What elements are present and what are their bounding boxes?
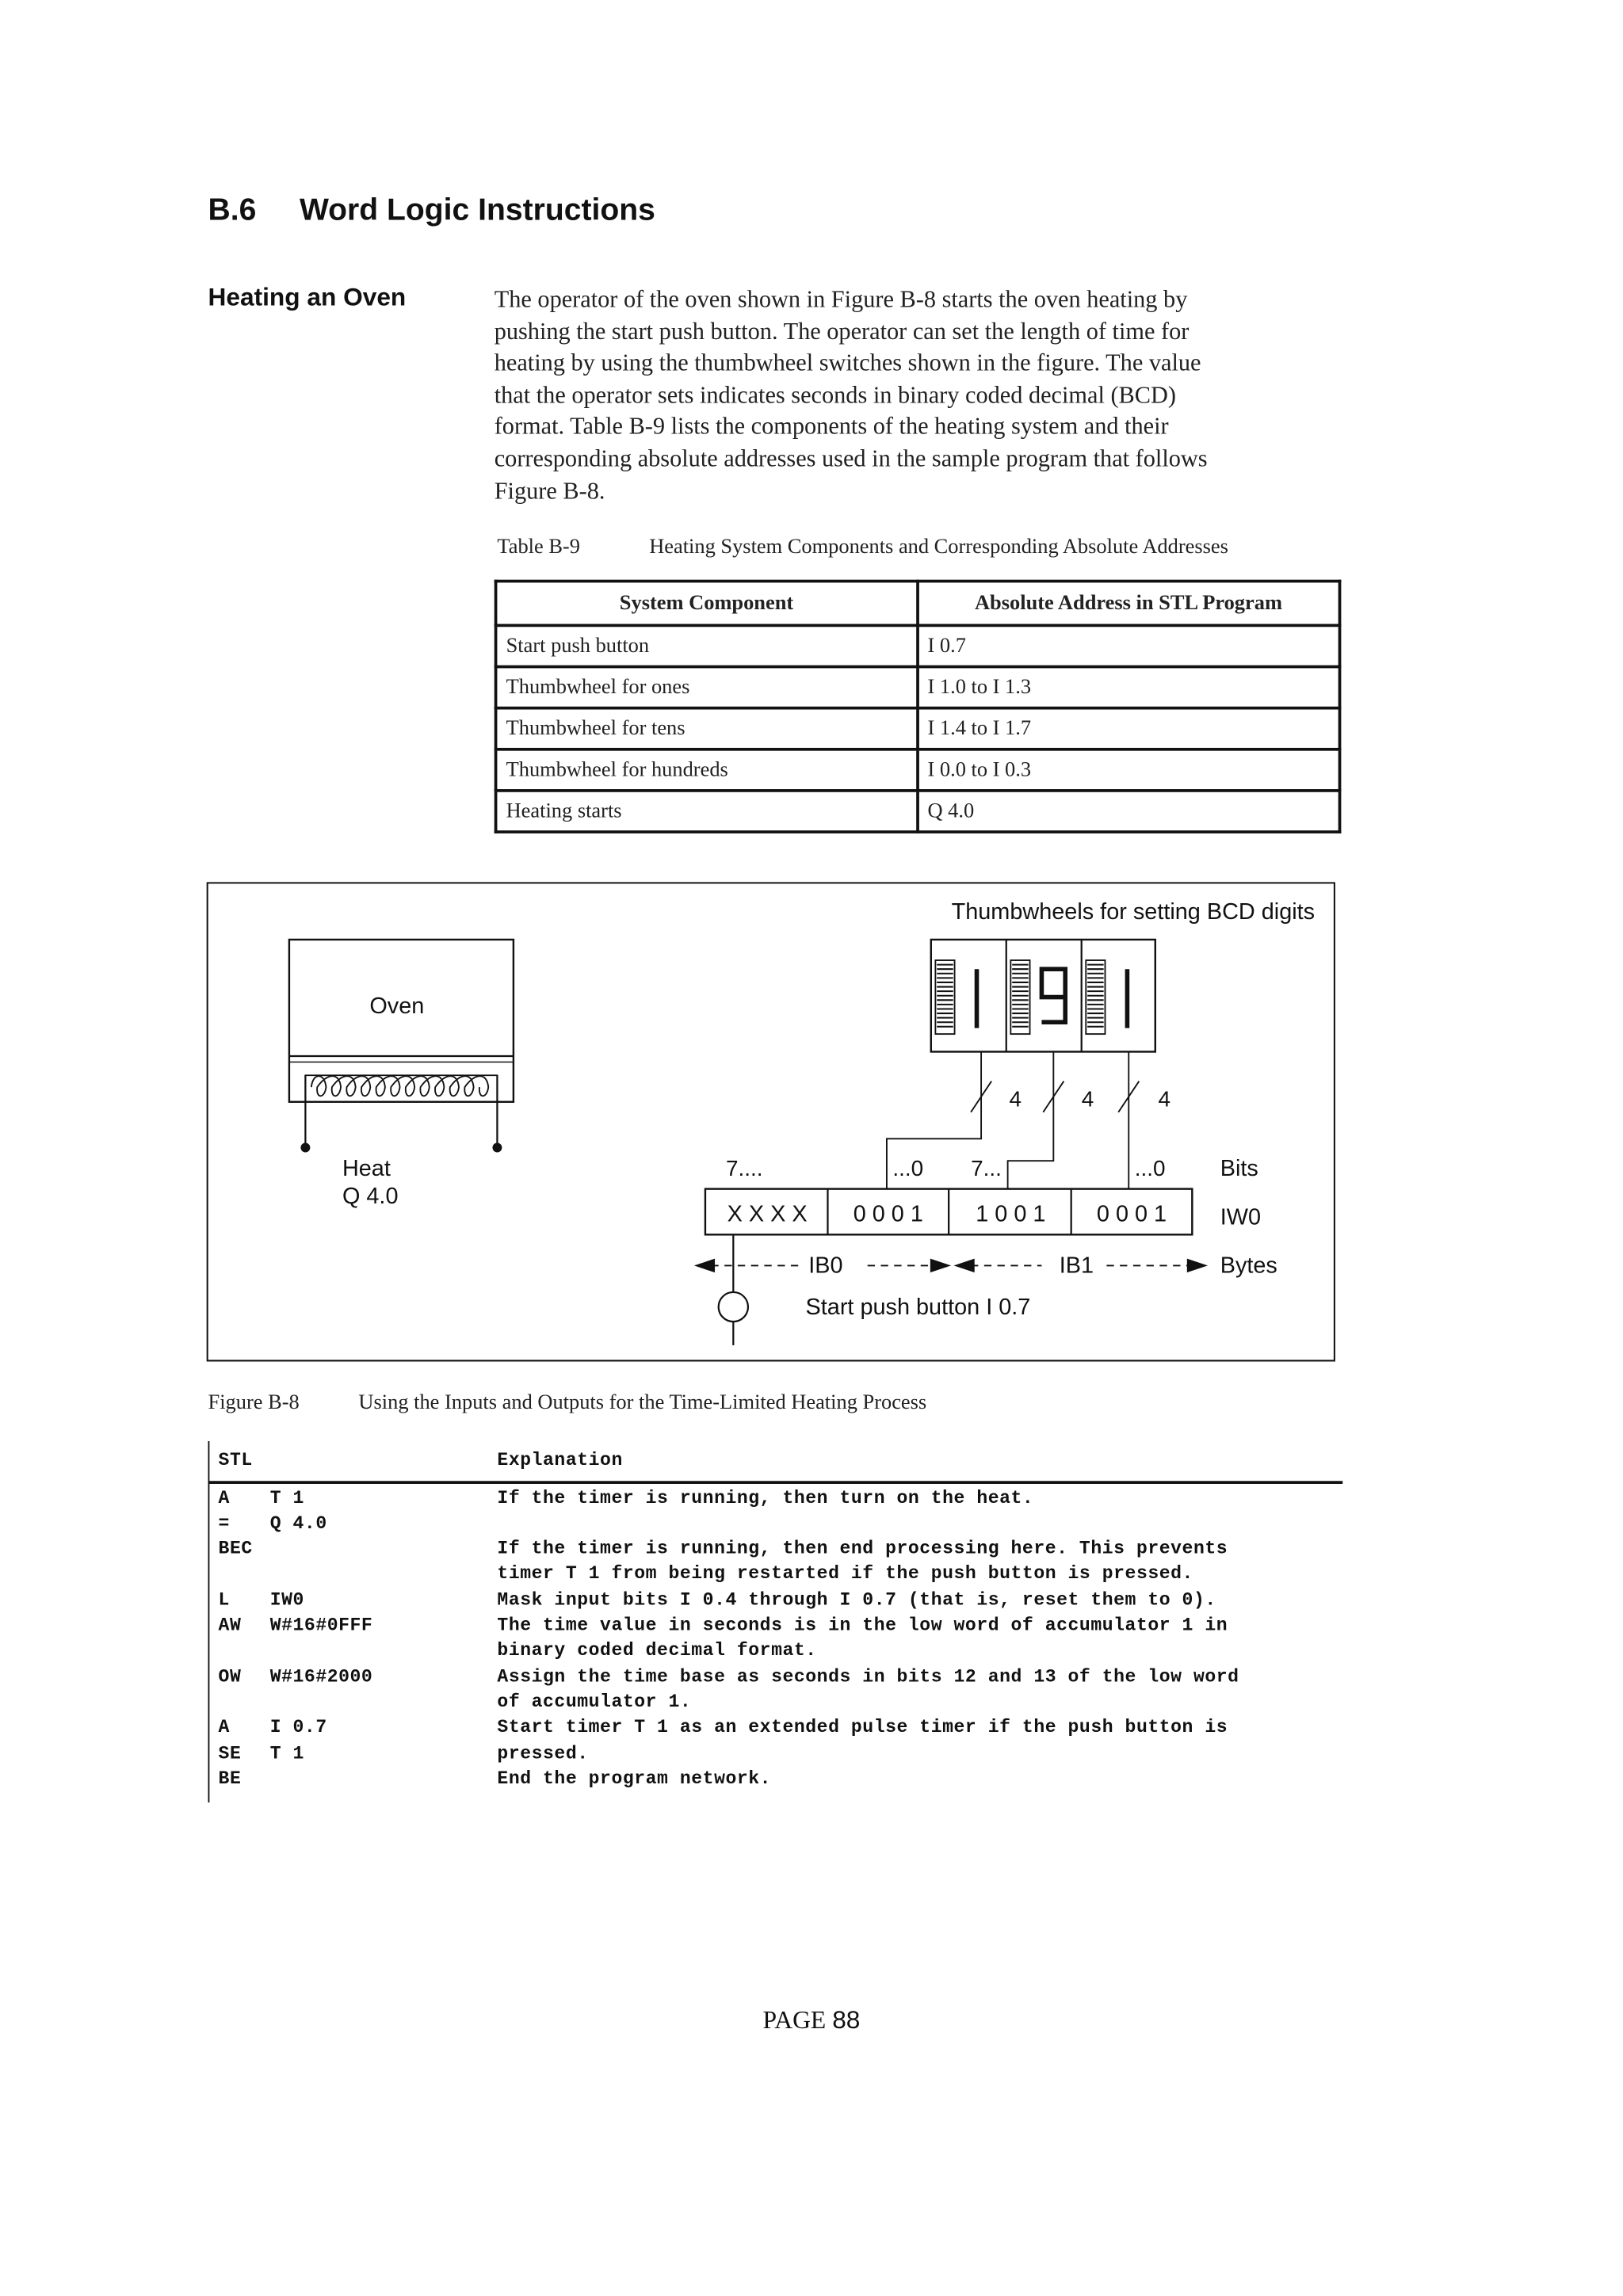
bit-high-label: 7.... xyxy=(726,1155,763,1180)
table-cell: Start push button xyxy=(496,625,918,666)
bit-low-label: ...0 xyxy=(892,1155,924,1180)
intro-paragraph xyxy=(495,283,1321,505)
stl-operand: T 1 xyxy=(269,1743,304,1764)
table-header-component: System Component xyxy=(496,582,918,626)
byte-span-arrows xyxy=(697,1260,1205,1272)
table-row xyxy=(496,625,1340,666)
figure-caption-text: Using the Inputs and Outputs for the Time-Limited Heating Process xyxy=(358,1390,927,1415)
stl-explanation: Mask input bits I 0.4 through I 0.7 (that is, reset them to 0). xyxy=(497,1590,1216,1611)
bus-width-label: 4 xyxy=(1081,1086,1094,1112)
page-word: PAGE xyxy=(762,2006,827,2035)
stl-operation: L xyxy=(218,1590,230,1611)
stl-operation: OW xyxy=(218,1666,242,1688)
word-cell: X X X X xyxy=(727,1201,808,1227)
table-row xyxy=(496,667,1340,708)
byte-label: IB0 xyxy=(808,1253,843,1279)
bit-low-label: ...0 xyxy=(1134,1155,1166,1180)
stl-operation: BEC xyxy=(218,1538,253,1559)
word-cell: 0 0 0 1 xyxy=(1096,1201,1167,1227)
intro-line: heating by using the thumbwheel switches shown in the figure. The value xyxy=(494,348,1201,377)
listing-header-code: STL xyxy=(218,1450,253,1471)
section-number: B.6 xyxy=(208,193,257,227)
stl-explanation: The time value in seconds is in the low word of accumulator 1 in xyxy=(497,1615,1228,1636)
stl-explanation: pressed. xyxy=(497,1743,589,1764)
input-word-iw0 xyxy=(705,1189,1192,1235)
intro-line: pushing the start push button. The operator can set the length of time for xyxy=(494,316,1190,345)
stl-operation: BE xyxy=(218,1768,242,1790)
table-header-address: Absolute Address in STL Program xyxy=(917,582,1339,626)
byte-label: IB1 xyxy=(1059,1253,1094,1279)
push-button-icon xyxy=(719,1234,748,1345)
stl-operand: IW0 xyxy=(269,1590,304,1611)
arrow-right-icon xyxy=(1188,1260,1205,1272)
table-cell: Thumbwheel for ones xyxy=(496,667,918,708)
stl-operand: Q 4.0 xyxy=(269,1513,327,1535)
intro-line: corresponding absolute addresses used in the sample program that follows xyxy=(494,444,1208,472)
table-cell: I 1.0 to I 1.3 xyxy=(917,667,1339,708)
heat-address: Q 4.0 xyxy=(342,1184,399,1210)
table-cell: I 1.4 to I 1.7 xyxy=(917,708,1339,749)
stl-operation: SE xyxy=(218,1743,242,1764)
word-cell: 0 0 0 1 xyxy=(853,1201,923,1227)
bytes-label: Bytes xyxy=(1220,1253,1277,1279)
table-row xyxy=(496,708,1340,749)
stl-operation: AW xyxy=(218,1615,242,1636)
push-button-label: Start push button I 0.7 xyxy=(805,1294,1031,1320)
table-cell: I 0.0 to I 0.3 xyxy=(917,749,1339,791)
stl-explanation: timer T 1 from being restarted if the push button is pressed. xyxy=(497,1563,1193,1585)
table-caption-text: Heating System Components and Corresponding Absolute Addresses xyxy=(649,535,1228,559)
table-caption xyxy=(497,536,1228,561)
stl-operand: W#16#2000 xyxy=(269,1666,373,1688)
intro-line: The operator of the oven shown in Figure B-8 starts the oven heating by xyxy=(494,284,1188,313)
side-heading: Heating an Oven xyxy=(208,283,407,311)
thumbwheel-switches xyxy=(931,940,1155,1051)
stl-explanation: Start timer T 1 as an extended pulse timer if the push button is xyxy=(497,1717,1228,1738)
stl-operand: T 1 xyxy=(269,1488,304,1509)
table-cell: Thumbwheel for tens xyxy=(496,708,918,749)
components-table xyxy=(495,580,1342,833)
stl-operand: I 0.7 xyxy=(269,1717,327,1738)
page-footer xyxy=(0,2006,1623,2035)
oven-label: Oven xyxy=(369,994,425,1020)
stl-operand: W#16#0FFF xyxy=(269,1615,373,1636)
table-cell: Q 4.0 xyxy=(917,791,1339,832)
heat-label: Heat xyxy=(342,1155,391,1181)
bus-width-label: 4 xyxy=(1009,1086,1022,1112)
table-row xyxy=(496,749,1340,791)
stl-operation: A xyxy=(218,1488,230,1509)
stl-explanation: Assign the time base as seconds in bits 12 and 13 of the low word xyxy=(497,1666,1239,1688)
listing-header-explanation: Explanation xyxy=(497,1450,623,1471)
word-cell: 1 0 0 1 xyxy=(976,1201,1046,1227)
table-row xyxy=(496,791,1340,832)
section-title: Word Logic Instructions xyxy=(299,193,655,227)
heater-terminal xyxy=(300,1143,310,1153)
page-number: 88 xyxy=(832,2006,861,2035)
stl-operation: A xyxy=(218,1717,230,1738)
oven xyxy=(289,940,514,1209)
stl-explanation: binary coded decimal format. xyxy=(497,1640,817,1661)
bit-high-label: 7... xyxy=(971,1155,1002,1180)
stl-explanation: If the timer is running, then end processing here. This prevents xyxy=(497,1538,1228,1559)
heater-terminal xyxy=(492,1143,502,1153)
bus-wires xyxy=(887,1051,1139,1188)
stl-explanation: If the timer is running, then turn on the heat. xyxy=(497,1488,1034,1509)
stl-explanation: of accumulator 1. xyxy=(497,1691,692,1713)
table-caption-number: Table B-9 xyxy=(497,535,580,559)
intro-line: that the operator sets indicates seconds in binary coded decimal (BCD) xyxy=(494,379,1176,409)
table-cell: Heating starts xyxy=(496,791,918,832)
bus-width-label: 4 xyxy=(1158,1086,1171,1112)
word-label: IW0 xyxy=(1220,1204,1261,1230)
figure-caption xyxy=(208,1391,927,1417)
intro-line: Figure B-8. xyxy=(494,475,605,504)
stl-explanation: End the program network. xyxy=(497,1768,772,1790)
figure-caption-number: Figure B-8 xyxy=(208,1390,300,1415)
table-cell: Thumbwheel for hundreds xyxy=(496,749,918,791)
intro-line: format. Table B-9 lists the components of the heating system and their xyxy=(494,412,1169,441)
arrow-left-icon xyxy=(956,1260,973,1272)
arrow-right-icon xyxy=(931,1260,949,1272)
thumbwheels-title: Thumbwheels for setting BCD digits xyxy=(951,898,1316,925)
arrow-left-icon xyxy=(697,1260,714,1272)
table-header-row xyxy=(496,582,1340,626)
stl-operation: = xyxy=(218,1513,230,1535)
table-cell: I 0.7 xyxy=(917,625,1339,666)
oven-io-diagram xyxy=(207,882,1335,1361)
stl-listing xyxy=(208,1438,1343,1802)
bits-label: Bits xyxy=(1220,1155,1258,1181)
